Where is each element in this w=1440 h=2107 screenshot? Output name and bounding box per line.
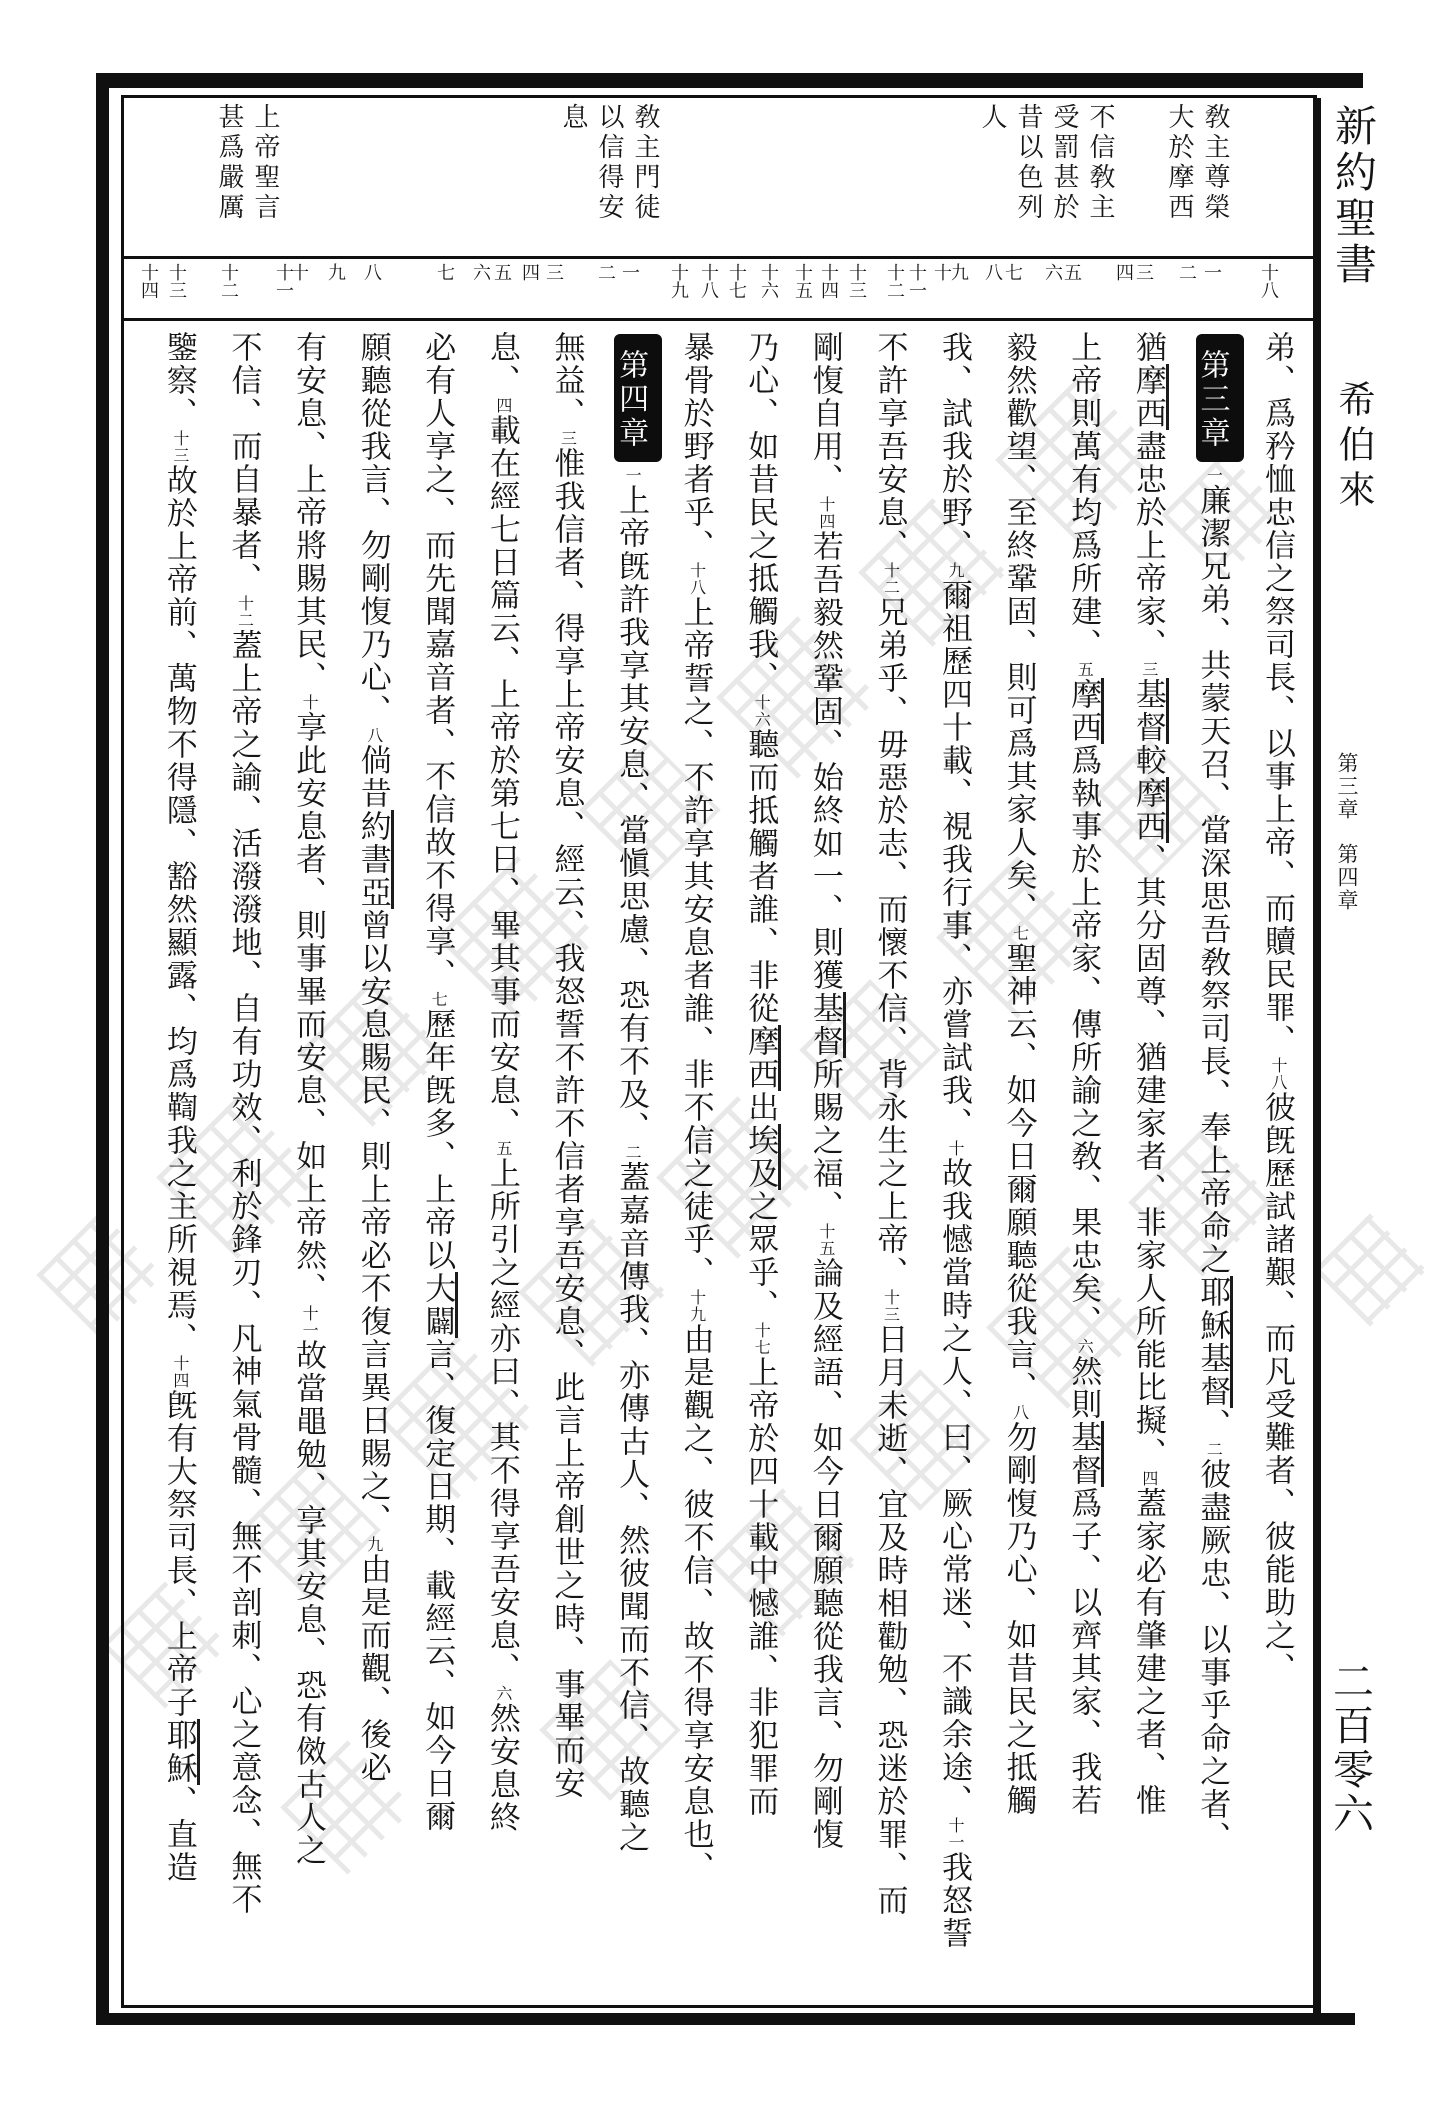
scripture-text: 、其分固尊、猶建家者、非家人所能比擬、 <box>1130 843 1166 1470</box>
ruler-verse-number: 五 <box>492 263 512 281</box>
ruler-verse-number: 十三 <box>847 263 867 299</box>
text-column-16 <box>276 331 341 2005</box>
frame-inner-top <box>121 95 1317 98</box>
scripture-text: 上帝誓之、不許享其安息者誰、非不信之徒乎、 <box>678 596 714 1289</box>
proper-name: 約書亞 <box>356 810 394 909</box>
proper-name: 耶穌基督 <box>1195 1276 1233 1408</box>
chapter-heading-text: 第四章 <box>614 349 648 451</box>
scripture-text: 無益、 <box>549 331 585 430</box>
proper-name: 埃及 <box>743 1124 781 1190</box>
frame-inner-left <box>121 95 124 2008</box>
margin-chapter-4: 第四章 <box>1335 843 1359 912</box>
inline-verse-number: 十九 <box>687 1289 705 1323</box>
ruler-verse-number: 十四 <box>139 263 159 299</box>
ruler-verse-number: 五 <box>1062 263 1082 281</box>
ruler-verse-number: 七 <box>435 263 455 281</box>
text-column-5 <box>986 331 1051 2005</box>
frame-inner-bottom <box>121 2005 1317 2008</box>
summary-line: 息 <box>559 103 588 133</box>
summary-line: 敎主門徒 <box>631 103 660 223</box>
watermark-glyph <box>1313 1213 1426 1326</box>
scripture-text: 兄弟乎、毋惡於志、而懷不信、背永生之上帝、 <box>872 596 908 1289</box>
summary-line: 昔以色列 <box>1014 103 1043 223</box>
scripture-text: 故我憾當時之人、曰、厥心常迷、不識余途、 <box>937 1157 973 1817</box>
summary-line: 上帝聖言 <box>251 103 280 223</box>
inline-verse-number: 三 <box>1139 661 1157 678</box>
scripture-text: 猶 <box>1130 331 1166 364</box>
scripture-text: 必有人享之、而先聞嘉音者、不信故不得享、 <box>420 331 456 991</box>
ruler-verse-number: 十七 <box>727 263 747 299</box>
text-column-12 <box>534 331 599 2005</box>
summary-line: 以信得安 <box>595 103 624 223</box>
inline-verse-number: 二 <box>623 1144 641 1161</box>
text-column-6 <box>921 331 986 2005</box>
ruler-verse-number: 十四 <box>819 263 839 299</box>
scripture-text: 言、復定日期、載經云、如今日爾 <box>420 1338 456 1833</box>
frame-outer-bottom <box>96 2013 1355 2025</box>
scripture-text: 毅然歡望、至終鞏固、則可爲其家人矣、 <box>1001 331 1037 925</box>
ruler-verse-number: 二 <box>596 263 616 281</box>
summary-group-1 <box>1161 103 1233 255</box>
scripture-text: 之眾乎、 <box>743 1190 779 1322</box>
summary-line: 受罰甚於 <box>1050 103 1079 223</box>
scripture-text: 故當黽勉、享其安息、恐有傚古人之 <box>291 1339 327 1867</box>
inline-verse-number: 十七 <box>752 1322 770 1356</box>
scripture-text: 廉潔兄弟、共蒙天召、當深思吾敎祭司長、奉上帝命之 <box>1195 484 1231 1276</box>
inline-verse-number: 十 <box>300 694 318 711</box>
ruler-verse-number: 三 <box>544 263 564 281</box>
text-column-4 <box>1051 331 1116 2005</box>
summary-line: 人 <box>978 103 1007 133</box>
scripture-text: 然安息終 <box>484 1702 520 1834</box>
scripture-text: 蓋家必有肇建之者、惟 <box>1130 1487 1166 1817</box>
chapter-heading-block <box>1196 334 1244 462</box>
inline-verse-number: 十四 <box>816 496 834 530</box>
scripture-text: 載在經七日篇云、上帝於第七日、畢其事而安息、 <box>484 414 520 1140</box>
scripture-text: 爾祖歷四十載、視我行事、亦嘗試我、 <box>937 579 973 1140</box>
text-column-1 <box>1244 331 1309 2005</box>
inline-verse-number: 九 <box>946 562 964 579</box>
inline-verse-number: 七 <box>1010 925 1028 942</box>
scripture-text: 上帝則萬有均爲所建、 <box>1066 331 1102 661</box>
inline-verse-number: 十八 <box>687 562 705 596</box>
scripture-text: 願聽從我言、勿剛愎乃心、 <box>355 331 391 727</box>
proper-name: 基督 <box>808 992 846 1058</box>
proper-name: 摩西 <box>743 1025 781 1091</box>
inline-verse-number: 十八 <box>1269 1057 1286 1091</box>
book-title: 新約聖書 <box>1329 104 1375 288</box>
summary-line: 甚爲嚴厲 <box>215 103 244 223</box>
summary-group-4 <box>211 103 283 255</box>
scripture-text: 論及經語、如今日爾願聽從我言、勿剛愎 <box>807 1257 843 1851</box>
scripture-text: 爲執事於上帝家、傳所諭之敎、果忠矣、 <box>1066 744 1102 1338</box>
scripture-text: 暴骨於野者乎、 <box>678 331 714 562</box>
page-number: 二百零六 <box>1327 1660 1373 1836</box>
text-column-7 <box>857 331 922 2005</box>
inline-verse-number: 十六 <box>752 694 770 728</box>
text-column-10 <box>663 331 728 2005</box>
inline-verse-number: 四 <box>1139 1470 1157 1487</box>
inline-verse-number: 十三 <box>170 430 188 464</box>
scripture-text: 、 <box>1195 1408 1231 1441</box>
proper-name: 摩西 <box>1066 678 1104 744</box>
inline-verse-number: 一 <box>1204 467 1222 484</box>
chapter-heading-text: 第三章 <box>1195 349 1229 451</box>
text-column-2 <box>1180 331 1245 2005</box>
scripture-text: 蓋嘉音傳我、亦傳古人、然彼聞而不信、故聽之 <box>614 1161 650 1854</box>
scripture-body <box>145 331 1309 2005</box>
inline-verse-number: 四 <box>493 397 511 414</box>
scripture-text: 勿剛愎乃心、如昔民之抵觸 <box>1001 1421 1037 1817</box>
scripture-text: 不許享吾安息、 <box>872 331 908 562</box>
text-column-9 <box>728 331 793 2005</box>
scripture-text: 彼盡厥忠、以事乎命之者、 <box>1195 1458 1231 1854</box>
scripture-text: 我、試我於野、 <box>937 331 973 562</box>
scripture-text: 有安息、上帝將賜其民、 <box>291 331 327 694</box>
ruler-verse-number: 八 <box>362 263 382 281</box>
proper-name: 基督 <box>1066 1421 1104 1487</box>
frame-outer-left <box>96 73 109 2025</box>
inline-verse-number: 七 <box>429 991 447 1008</box>
scripture-text: 弟、爲矜恤忠信之祭司長、以事上帝、而贖民罪、 <box>1260 331 1295 1057</box>
ruler-verse-number: 十一 <box>907 263 927 299</box>
scripture-text: 歷年旣多、上帝以 <box>420 1008 456 1272</box>
ruler-verse-number: 六 <box>1043 263 1063 281</box>
text-column-8 <box>792 331 857 2005</box>
scripture-text: 惟我信者、得享上帝安息、經云、我怒誓不許不信者享吾安息、此言上帝創世之時、事畢而安 <box>549 447 585 1800</box>
summary-group-2 <box>974 103 1118 255</box>
scripture-text: 蓋上帝之諭、活潑潑地、自有功效、利於鋒刃、凡神氣骨髓、無不剖刺、心之意念、無不 <box>226 629 262 1916</box>
ruler-verse-number: 二 <box>1177 263 1197 281</box>
ruler-verse-number: 九 <box>326 263 346 281</box>
scripture-text: 上帝旣許我享其安息、當愼思慮、恐有不及、 <box>614 484 650 1144</box>
text-column-13 <box>469 331 534 2005</box>
ruler-verse-number: 九 <box>949 263 969 281</box>
ruler-verse-number: 十二 <box>219 263 239 299</box>
proper-name: 大闢 <box>420 1272 458 1338</box>
scripture-text: 、直造 <box>161 1785 197 1884</box>
inline-verse-number: 十 <box>946 1140 964 1157</box>
header-rule <box>124 256 1313 259</box>
text-column-15 <box>340 331 405 2005</box>
text-column-11 <box>598 331 663 2005</box>
inline-verse-number: 五 <box>493 1140 511 1157</box>
inline-verse-number: 十二 <box>881 562 899 596</box>
inline-verse-number: 八 <box>1010 1404 1028 1421</box>
section-title: 希伯來 <box>1332 380 1373 515</box>
ruler-verse-number: 十二 <box>885 263 905 299</box>
inline-verse-number: 三 <box>558 430 576 447</box>
ruler-verse-number: 六 <box>471 263 491 281</box>
inline-verse-number: 六 <box>493 1685 511 1702</box>
ruler-verse-number: 十 <box>932 263 952 281</box>
summary-line: 大於摩西 <box>1165 103 1194 223</box>
ruler-verse-number: 八 <box>983 263 1003 281</box>
scripture-text: 若吾毅然鞏固、始終如一、則獲 <box>807 530 843 992</box>
scripture-text: 由是觀之、彼不信、故不得享安息也、 <box>678 1323 714 1884</box>
summary-line: 不信敎主 <box>1086 103 1115 223</box>
scripture-text: 上帝於四十載中憾誰、非犯罪而 <box>743 1356 779 1818</box>
scripture-text: 享此安息者、則事畢而安息、如上帝然、 <box>291 711 327 1305</box>
scripture-text: 剛愎自用、 <box>807 331 843 496</box>
ruler-verse-number: 十六 <box>759 263 779 299</box>
text-column-14 <box>405 331 470 2005</box>
ruler-verse-number: 四 <box>520 263 540 281</box>
scripture-text: 故於上帝前、萬物不得隱、豁然顯露、均爲鞫我之主所視焉、 <box>161 464 197 1355</box>
ruler-verse-number: 十八 <box>699 263 719 299</box>
scripture-text: 然則 <box>1066 1355 1102 1421</box>
scripture-text: 倘昔 <box>355 744 391 810</box>
ruler-verse-number: 一 <box>1202 263 1222 281</box>
scripture-text: 盡忠於上帝家、 <box>1130 430 1166 661</box>
inline-verse-number: 十五 <box>816 1223 834 1257</box>
scripture-text: 息、 <box>484 331 520 397</box>
scripture-text: 聖神云、如今日爾願聽從我言、 <box>1001 942 1037 1404</box>
scripture-text: 彼旣歷試諸艱、而凡受難者、彼能助之、 <box>1260 1091 1295 1685</box>
proper-name: 摩西 <box>1131 364 1169 430</box>
proper-name: 耶穌 <box>162 1719 200 1785</box>
inline-verse-number: 一 <box>623 467 641 484</box>
scripture-text: 不信、而自暴者、 <box>226 331 262 595</box>
scripture-text: 較 <box>1130 744 1166 777</box>
text-column-18 <box>146 331 211 2005</box>
ruler-verse-number: 十一 <box>274 263 294 299</box>
scripture-text: 日月未逝、宜及時相勸勉、恐迷於罪、而 <box>872 1323 908 1917</box>
inline-verse-number: 十四 <box>170 1355 188 1389</box>
ruler-verse-number: 四 <box>1114 263 1134 281</box>
ruler-verse-number: 十九 <box>669 263 689 299</box>
scripture-text: 由是而觀、後必 <box>355 1553 391 1784</box>
ruler-verse-number: 十 <box>289 263 309 281</box>
inline-verse-number: 五 <box>1075 661 1093 678</box>
ruler-verse-number: 七 <box>1003 263 1023 281</box>
ruler-verse-number: 三 <box>1134 263 1154 281</box>
proper-name: 基督 <box>1131 678 1169 744</box>
inline-verse-number: 六 <box>1075 1338 1093 1355</box>
margin-chapter-3: 第三章 <box>1335 752 1359 821</box>
inline-verse-number: 十三 <box>881 1289 899 1323</box>
summary-line: 敎主尊榮 <box>1201 103 1230 223</box>
text-column-17 <box>211 331 276 2005</box>
scripture-text: 爲子、以齊其家、我若 <box>1066 1487 1102 1817</box>
ruler-verse-number: 十五 <box>793 263 813 299</box>
ruler-verse-number: 十三 <box>167 263 187 299</box>
scripture-text: 上所引之經亦曰、其不得享吾安息、 <box>484 1157 520 1685</box>
frame-outer-top <box>96 73 1363 88</box>
scripture-text: 我怒誓 <box>937 1851 973 1950</box>
frame-right-rule <box>1313 98 1321 2020</box>
inline-verse-number: 十一 <box>946 1817 964 1851</box>
inline-verse-number: 八 <box>364 727 382 744</box>
chapter-heading-block <box>614 334 662 462</box>
summary-group-3 <box>555 103 663 255</box>
inline-verse-number: 十一 <box>300 1305 318 1339</box>
inline-verse-number: 十二 <box>235 595 253 629</box>
scripture-text: 鑒察、 <box>161 331 197 430</box>
scripture-text: 曾以安息賜民、則上帝必不復言異日賜之、 <box>355 909 391 1536</box>
inline-verse-number: 二 <box>1204 1441 1222 1458</box>
proper-name: 摩西 <box>1131 777 1169 843</box>
ruler-verse-number: 一 <box>620 263 640 281</box>
inline-verse-number: 九 <box>364 1536 382 1553</box>
scripture-text: 旣有大祭司長、上帝子 <box>161 1389 197 1719</box>
scripture-text: 聽而抵觸者誰、非從 <box>743 728 779 1025</box>
scripture-text: 出 <box>743 1091 779 1124</box>
ruler-verse-number: 十八 <box>1259 263 1279 299</box>
text-column-3 <box>1115 331 1180 2005</box>
scripture-text: 乃心、如昔民之抵觸我、 <box>743 331 779 694</box>
scripture-text: 所賜之福、 <box>807 1058 843 1223</box>
